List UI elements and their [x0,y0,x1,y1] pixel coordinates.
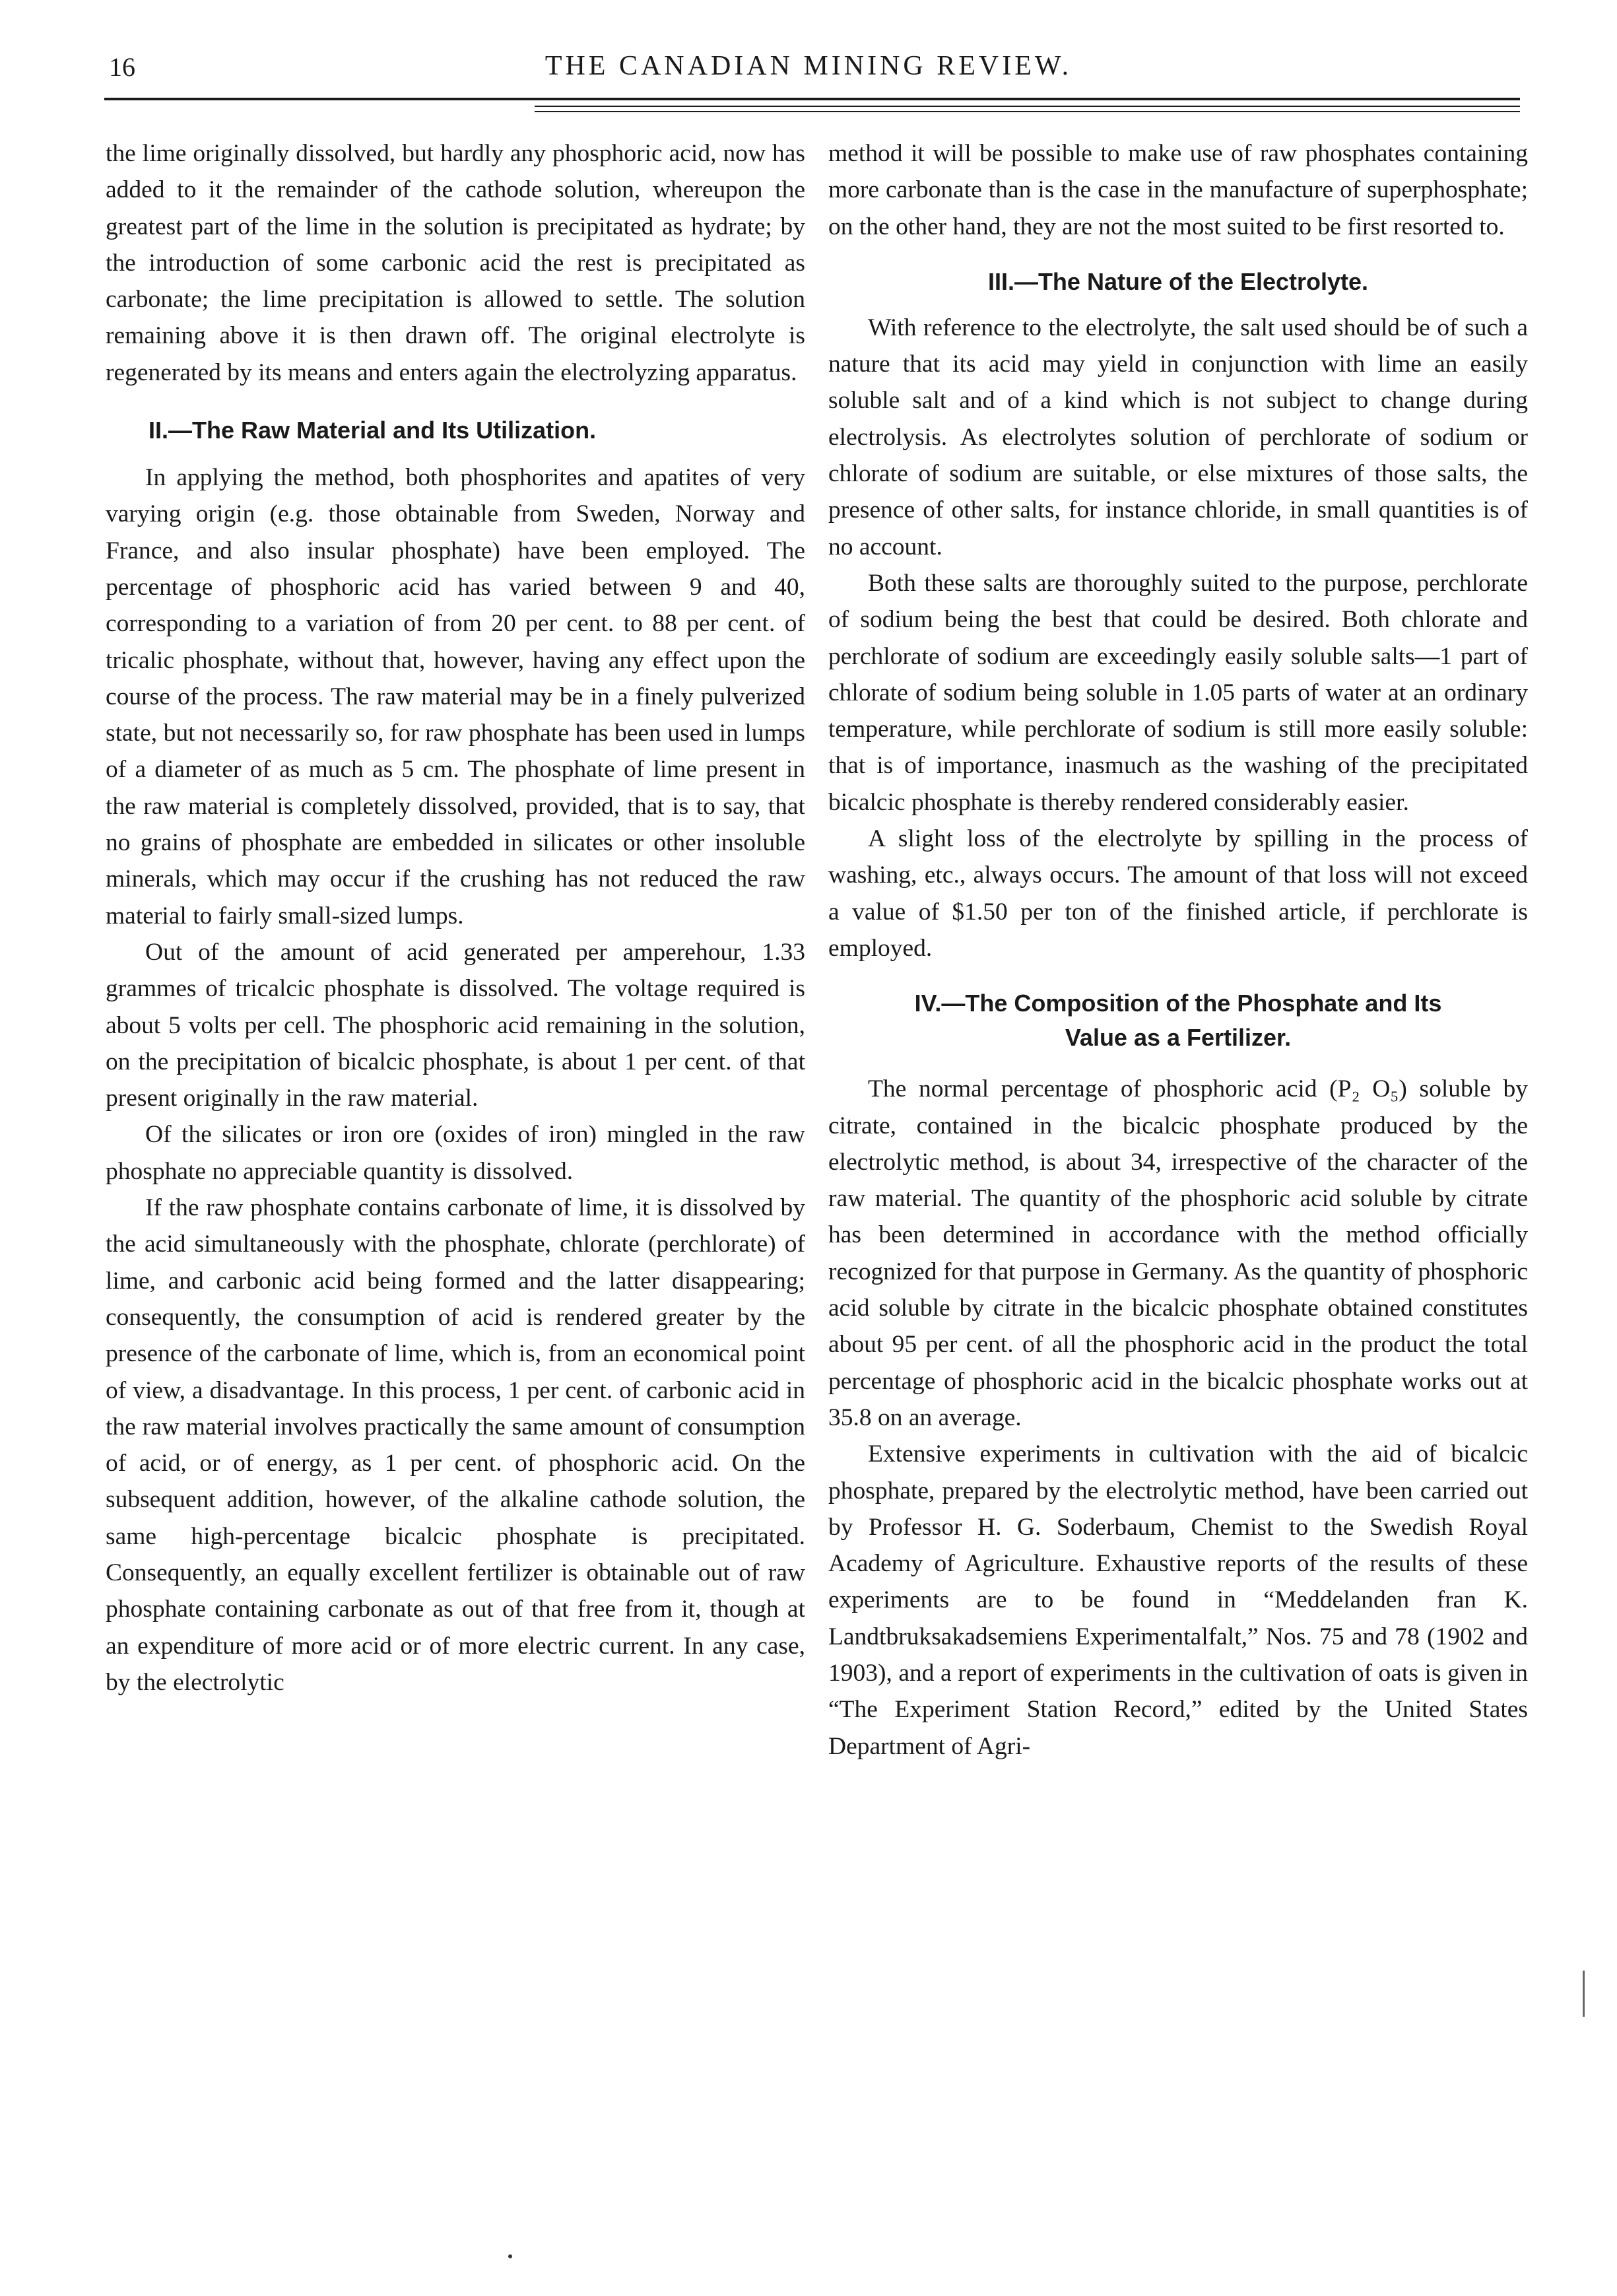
section-heading: II.—The Raw Material and Its Utilization. [148,417,597,444]
paragraph: Of the silicates or iron ore (oxides of iron) mingled in the raw phosphate no appreciable quantity is dissolved. [106,1121,805,1185]
paragraph: If the raw phosphate contains carbonate of lime, it is dissolved by the acid simultaneously with the phosphate, chlorate (perchlorate) of lime, and carbonic acid being formed and the latter disappearing; consequently, the consumption of acid is rendered greater by the presence of the carbonate of lime, which is, from an economical point of view, a disadvantage. In this process, 1 per cent. of carbonic acid in the raw material involves practically the same amount of consumption of acid, or of energy, as 1 per cent. of phosphoric acid. On the subsequent addition, however, of the alkaline cathode solution, the same high-percentage bicalcic phosphate is precipitated. Consequently, an equally excellent fertilizer is obtainable out of raw phosphate containing carbonate as out of that free from it, though at an expenditure of more acid or of more electric current. In any case, by the electrolytic [106,1194,805,1696]
page-header [0,0,1617,132]
paragraph: Both these salts are thoroughly suited to the purpose, perchlorate of sodium being the best that could be desired. Both chlorate and perchlorate of sodium are exceedingly easily soluble salts—1 part of chlorate of sodium being soluble in 1.05 parts of water at an ordinary temperature, while perchlorate of sodium is still more easily soluble: that is of importance, inasmuch as the washing of the precipitated bicalcic phosphate is thereby rendered considerably easier. [828,569,1528,816]
header-rule [535,111,1520,112]
page-edge-mark [1583,1971,1585,2017]
section-heading-line: IV.—The Composition of the Phosphate and Its [914,990,1442,1017]
paragraph: the lime originally dissolved, but hardly any phosphoric acid, now has added to it the remainder of the cathode solution, whereupon the greatest part of the lime in the solution is precipitated as hydrate; by the introduction of some carbonic acid the rest is precipitated as carbonate; the lime precipitation is allowed to settle. The solution remaining above it is then drawn off. The original electrolyte is regenerated by its means and enters again the electrolyzing apparatus. [106,140,805,386]
header-rule [104,98,1520,100]
left-column [106,135,805,1701]
print-speck [508,2254,512,2258]
paragraph: Extensive experiments in cultivation with the aid of bicalcic phosphate, prepared by the electrolytic method, have been carried out by Professor H. G. Soderbaum, Chemist to the Swedish Royal Academy of Agriculture. Exhaustive reports of the results of these experiments are to be found in “Meddelanden fran K. Landtbruksakadsemiens Experimentalfalt,” Nos. 75 and 78 (1902 and 1903), and a report of experiments in the cultivation of oats is given in “The Experiment Station Record,” edited by the United States Department of Agri- [828,1440,1528,1760]
paragraph: The normal percentage of phosphoric acid (P₂ O₅) soluble by citrate, contained in the bicalcic phosphate produced by the electrolytic method, is about 34, irrespective of the character of the raw material. The quantity of the phosphoric acid soluble by citrate has been determined in accordance with the method officially recognized for that purpose in Germany. As the quantity of phosphoric acid soluble by citrate in the bicalcic phosphate obtained constitutes about 95 per cent. of all the phosphoric acid in the product the total percentage of phosphoric acid in the bicalcic phosphate works out at 35.8 on an average. [828,1075,1528,1431]
paragraph: In applying the method, both phosphorites and apatites of very varying origin (e.g. those obtainable from Sweden, Norway and France, and also insular phosphate) have been employed. The percentage of phosphoric acid has varied between 9 and 40, corresponding to a variation of from 20 per cent. to 88 per cent. of tricalic phosphate, without that, however, having any effect upon the course of the process. The raw material may be in a finely pulverized state, but not necessarily so, for raw phosphate has been used in lumps of a diameter of as much as 5 cm. The phosphate of lime present in the raw material is completely dissolved, provided, that is to say, that no grains of phosphate are embedded in silicates or other insoluble minerals, which may occur if the crushing has not reduced the raw material to fairly small-sized lumps. [106,464,805,929]
paragraph: A slight loss of the electrolyte by spilling in the process of washing, etc., always occurs. The amount of that loss will not exceed a value of $1.50 per ton of the finished article, if perchlorate is employed. [828,825,1528,962]
paragraph: Out of the amount of acid generated per amperehour, 1.33 grammes of tricalcic phosphate is dissolved. The voltage required is about 5 volts per cell. The phosphoric acid remaining in the solution, on the precipitation of bicalcic phosphate, is about 1 per cent. of that present originally in the raw material. [106,938,805,1112]
right-column [828,135,1528,1765]
section-heading-line: Value as a Fertilizer. [1065,1024,1292,1052]
page-number: 16 [109,52,135,82]
section-heading: III.—The Nature of the Electrolyte. [987,267,1369,295]
paragraph: method it will be possible to make use of raw phosphates containing more carbonate than is the case in the manufacture of superphosphate; on the other hand, they are not the most suited to be first resorted to. [828,140,1528,240]
section-heading [828,986,1528,1055]
page-title: THE CANADIAN MINING REVIEW. [544,51,1072,81]
paragraph: With reference to the electrolyte, the salt used should be of such a nature that its acid may yield in conjunction with lime an easily soluble salt and of a kind which is not subject to change during electrolysis. As electrolytes solution of perchlorate of sodium or chlorate of sodium are suitable, or else mixtures of those salts, the presence of other salts, for instance chloride, in small quantities is of no account. [828,314,1528,560]
header-rule [535,106,1520,107]
